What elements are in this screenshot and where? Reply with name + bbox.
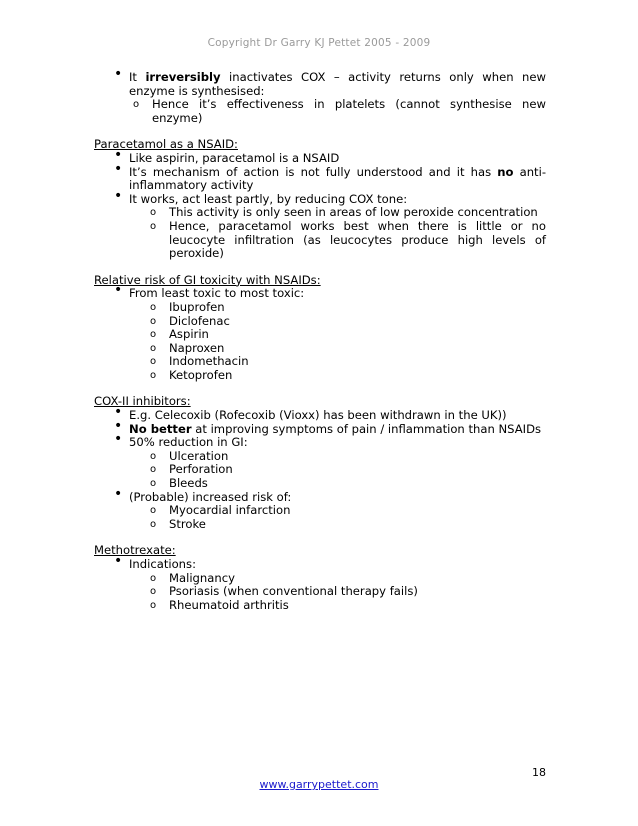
section-heading: Relative risk of GI toxicity with NSAIDs: (94, 272, 321, 287)
list-item: o Perforation (150, 463, 546, 477)
list-item: o Aspirin (150, 328, 546, 342)
list-item: • Like aspirin, paracetamol is a NSAID (114, 152, 546, 166)
list-item: • It works, act least partly, by reducing COX tone: o This activity is only seen in areas of low peroxide concentration o Hence, paracetamol works best when there is little or no leucocyte infiltration (as leucocytes produce high levels of peroxide) (114, 193, 546, 261)
list-item: o Ulceration (150, 450, 546, 464)
section-heading: Methotrexate: (94, 543, 176, 558)
list-item: o Psoriasis (when conventional therapy fails) (150, 585, 546, 599)
section-heading: Paracetamol as a NSAID: (94, 137, 238, 152)
gi-risk-section (94, 274, 546, 383)
document-body (94, 71, 546, 612)
list-item: o Hence it’s effectiveness in platelets (cannot synthesise new enzyme) (133, 98, 546, 125)
list-item: • 50% reduction in GI: o Ulceration o Perforation o Bleeds (114, 436, 546, 490)
list-item: o Malignancy (150, 572, 546, 586)
methotrexate-section (94, 544, 546, 612)
list-item: o Indomethacin (150, 355, 546, 369)
list-item: o Naproxen (150, 342, 546, 356)
list-item: o Myocardial infarction (150, 504, 546, 518)
list-item: • From least toxic to most toxic: o Ibuprofen o Diclofenac o Aspirin o Naproxen o Indomethacin o Ketoprofen (114, 287, 546, 382)
list-item: • No better at improving symptoms of pain / inflammation than NSAIDs (114, 423, 546, 437)
list-item: o Rheumatoid arthritis (150, 599, 546, 613)
website-link[interactable]: www.garrypettet.com (259, 778, 379, 791)
section-heading: COX-II inhibitors: (94, 394, 191, 409)
page-number: 18 (532, 766, 546, 779)
list-item: • It irreversibly inactivates COX – activity returns only when new enzyme is synthesised: o Hence it’s effectiveness in platelets (cannot synthesise new enzyme) (114, 71, 546, 125)
list-item: o This activity is only seen in areas of low peroxide concentration (150, 206, 546, 220)
list-item: o Ibuprofen (150, 301, 546, 315)
intro-section (94, 71, 546, 125)
list-item: • E.g. Celecoxib (Rofecoxib (Vioxx) has been withdrawn in the UK)) (114, 409, 546, 423)
list-item: • (Probable) increased risk of: o Myocardial infarction o Stroke (114, 491, 546, 532)
list-item: • It’s mechanism of action is not fully understood and it has no anti-inflammatory activity (114, 166, 546, 193)
copyright-header: Copyright Dr Garry KJ Pettet 2005 - 2009 (207, 37, 431, 49)
paracetamol-section (94, 138, 546, 260)
list-item: o Diclofenac (150, 315, 546, 329)
list-item: o Bleeds (150, 477, 546, 491)
list-item: • Indications: o Malignancy o Psoriasis (when conventional therapy fails) o Rheumatoid arthritis (114, 558, 546, 612)
list-item: o Ketoprofen (150, 369, 546, 383)
list-item: o Stroke (150, 518, 546, 532)
cox2-section (94, 395, 546, 531)
list-item: o Hence, paracetamol works best when there is little or no leucocyte infiltration (as leucocytes produce high levels of peroxide) (150, 220, 546, 261)
